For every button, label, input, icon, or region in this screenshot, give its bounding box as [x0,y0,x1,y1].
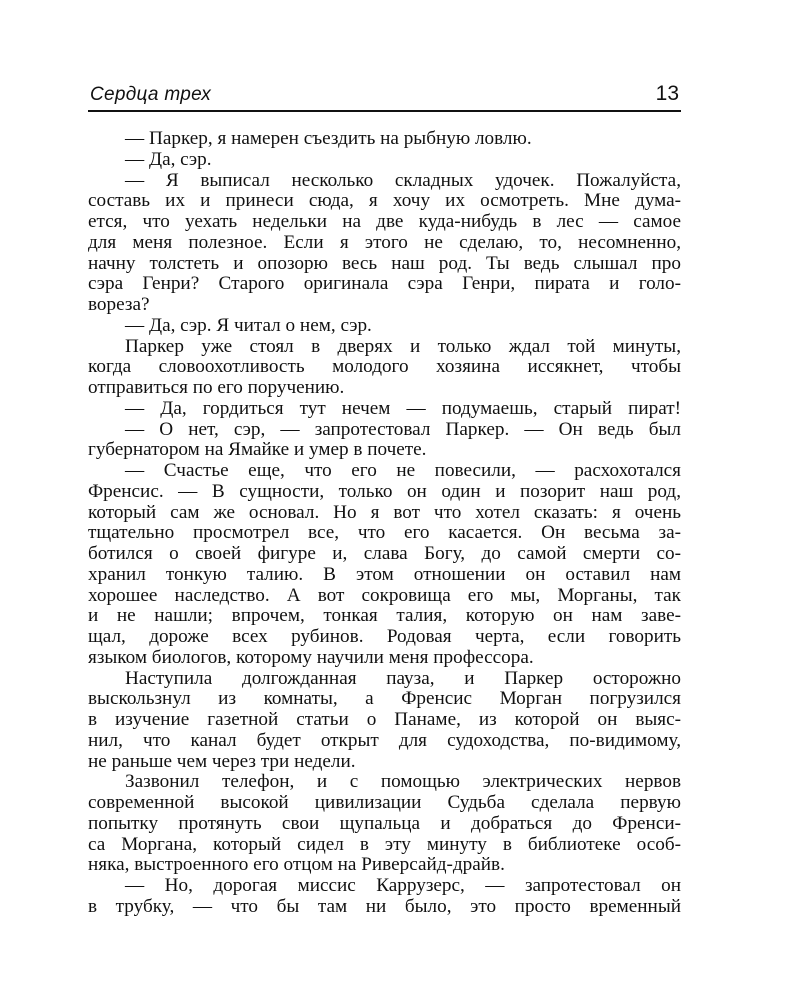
text-line: попытку протянуть свои щупальца и добраться до Френси- [88,812,681,834]
text-line: для меня полезное. Если я этого не сделаю, то, несомненно, [88,231,681,253]
text-line: — Счастье еще, что его не повесили, — расхохотался [125,460,681,481]
text-line: — О нет, сэр, — запротестовал Паркер. — Он ведь был [125,418,681,440]
text-line: в изучение газетной статьи о Панаме, из которой он выяс- [88,709,681,730]
running-header [88,78,681,112]
text-line: Паркер уже стоял в дверях и только ждал той минуты, [125,335,681,357]
text-line: щал, дороже всех рубинов. Родовая черта, если говорить [88,626,681,647]
text-line: сэра Генри? Старого оригинала сэра Генри, пирата и голо- [88,273,681,295]
text-line: языком биологов, которому научили меня профессора. [88,646,534,668]
text-line: хранил тонкую талию. В этом отношении он оставил нам [88,563,681,585]
text-line: современной высокой цивилизации Судьба сделала первую [88,792,681,813]
text-line: Френсис. — В сущности, только он один и позорит наш род, [88,480,681,502]
text-line: — Я выписал несколько складных удочек. Пожалуйста, [125,169,681,191]
text-line: Зазвонил телефон, и с помощью электрических нервов [125,771,681,793]
text-line: — Паркер, я намерен съездить на рыбную ловлю. [125,128,532,149]
text-line: выскользнул из комнаты, а Френсис Морган погрузился [88,688,681,710]
text-line: не раньше чем через три недели. [88,750,356,772]
text-line: — Да, сэр. Я читал о нем, сэр. [125,314,372,336]
book-title: Сердца трех [90,84,211,105]
text-line: составь их и принеси сюда, я хочу их осмотреть. Мне дума- [88,190,681,212]
text-line: нил, что канал будет открыт для судоходства, по-видимому, [88,729,681,751]
text-line: который сам же основал. Но я вот что хотел сказать: я очень [88,501,681,523]
page-number: 13 [655,82,679,105]
text-line: отправиться по его поручению. [88,377,345,398]
text-line: са Моргана, который сидел в эту минуту в библиотеке особ- [88,833,681,855]
text-line: — Да, гордиться тут нечем — подумаешь, старый пират! [125,397,681,419]
text-line: ется, что уехать недельки на две куда-нибудь в лес — самое [88,211,681,232]
text-line: хорошее наследство. А вот сокровища его мы, Морганы, так [88,584,681,606]
text-line: и не нашли; впрочем, тонкая талия, которую он нам заве- [88,605,681,627]
text-line: когда словоохотливость молодого хозяина иссякнет, чтобы [88,356,681,378]
text-line: тщательно просмотрел все, что его касается. Он весьма за- [88,522,681,544]
text-line: в трубку, — что бы там ни было, это просто временный [88,895,681,917]
book-page [88,78,681,918]
text-line: ботился о своей фигуре и, слава Богу, до самой смерти со- [88,543,681,564]
text-line: — Но, дорогая миссис Каррузерс, — запротестовал он [125,875,681,896]
text-line: вореза? [88,294,150,315]
text-line: начну толстеть и опозорю весь наш род. Ты ведь слышал про [88,252,681,274]
body-text [88,129,681,918]
text-line: няка, выстроенного его отцом на Риверсайд-драйв. [88,854,505,876]
text-line: — Да, сэр. [125,148,212,170]
text-line: губернатором на Ямайке и умер в почете. [88,439,427,461]
text-line: Наступила долгожданная пауза, и Паркер осторожно [125,667,681,689]
